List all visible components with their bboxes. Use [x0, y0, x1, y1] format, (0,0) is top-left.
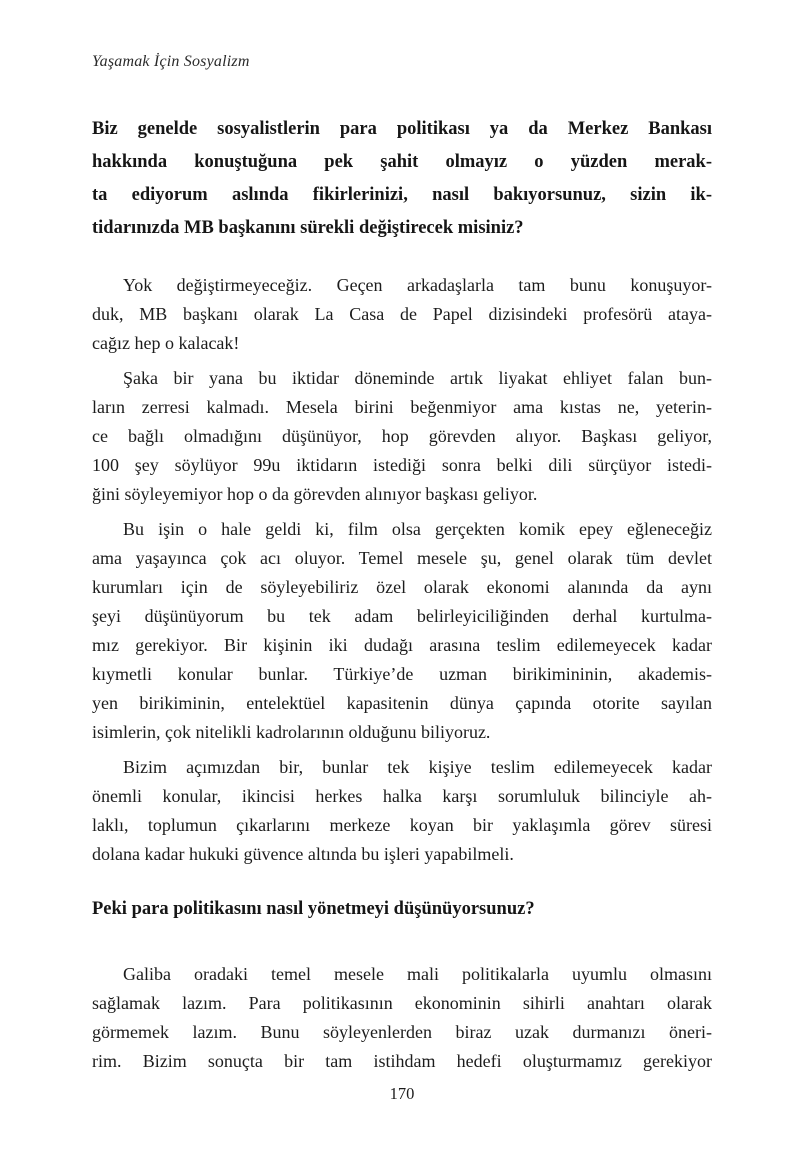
text-line: şeyi düşünüyorum bu tek adam belirleyiciliğinden derhal kurtulma- — [92, 606, 712, 626]
text-line: 100 şey söylüyor 99u iktidarın istediği sonra belki dili sürçüyor istedi- — [92, 455, 712, 475]
text-line: ğini söyleyemiyor hop o da görevden alınıyor başkası geliyor. — [92, 484, 538, 504]
text-line: Biz genelde sosyalistlerin para politikası ya da Merkez Bankası — [92, 119, 712, 139]
text-column — [92, 113, 712, 1076]
text-line: ların zerresi kalmadı. Mesela birini beğenmiyor ama kıstas ne, yeterin- — [92, 397, 712, 417]
body-paragraph — [92, 960, 712, 1076]
text-line: cağız hep o kalacak! — [92, 333, 240, 353]
text-line: ce bağlı olmadığını düşünüyor, hop görevden alıyor. Başkası geliyor, — [92, 426, 712, 446]
text-line: isimlerin, çok nitelikli kadrolarının olduğunu biliyoruz. — [92, 722, 491, 742]
text-line: duk, MB başkanı olarak La Casa de Papel dizisindeki profesörü ataya- — [92, 304, 712, 324]
text-line: dolana kadar hukuki güvence altında bu işleri yapabilmeli. — [92, 844, 514, 864]
page-number: 170 — [389, 1084, 415, 1103]
interview-question — [92, 893, 712, 926]
text-line: ta ediyorum aslında fikirlerinizi, nasıl bakıyorsunuz, sizin ik- — [92, 185, 712, 205]
text-line: önemli konular, ikincisi herkes halka karşı sorumluluk bilinciyle ah- — [92, 786, 712, 806]
text-line: Peki para politikasını nasıl yönetmeyi düşünüyorsunuz? — [92, 899, 535, 919]
text-line: laklı, toplumun çıkarlarını merkeze koyan bir yaklaşımla görev süresi — [92, 815, 712, 835]
text-line: Bu işin o hale geldi ki, film olsa gerçekten komik epey eğleneceğiz — [123, 519, 712, 539]
body-paragraph — [92, 753, 712, 869]
body-paragraph — [92, 271, 712, 358]
interview-question — [92, 113, 712, 245]
text-line: Şaka bir yana bu iktidar döneminde artık liyakat ehliyet falan bun- — [123, 368, 712, 388]
text-line: rim. Bizim sonuçta bir tam istihdam hedefi oluşturmamız gerekiyor — [92, 1051, 712, 1071]
text-line: sağlamak lazım. Para politikasının ekonominin sihirli anahtarı olarak — [92, 993, 712, 1013]
body-paragraph — [92, 515, 712, 747]
text-line: kurumları için de söyleyebiliriz özel olarak ekonomi alanında da aynı — [92, 577, 712, 597]
text-line: kıymetli konular bunlar. Türkiye’de uzman birikimininin, akademis- — [92, 664, 712, 684]
text-line: Yok değiştirmeyeceğiz. Geçen arkadaşlarla tam bunu konuşuyor- — [123, 275, 712, 295]
running-header: Yaşamak İçin Sosyalizm — [92, 53, 250, 70]
text-line: yen birikiminin, entelektüel kapasitenin dünya çapında otorite sayılan — [92, 693, 712, 713]
text-line: Bizim açımızdan bir, bunlar tek kişiye teslim edilemeyecek kadar — [123, 757, 712, 777]
text-line: mız gerekiyor. Bir kişinin iki dudağı arasına teslim edilemeyecek kadar — [92, 635, 712, 655]
text-line: hakkında konuştuğuna pek şahit olmayız o yüzden merak- — [92, 152, 712, 172]
body-paragraph — [92, 364, 712, 509]
text-line: görmemek lazım. Bunu söyleyenlerden biraz uzak durmanızı öneri- — [92, 1022, 712, 1042]
text-line: tidarınızda MB başkanını sürekli değiştirecek misiniz? — [92, 218, 524, 238]
text-line: ama yaşayınca çok acı oluyor. Temel mesele şu, genel olarak tüm devlet — [92, 548, 712, 568]
text-line: Galiba oradaki temel mesele mali politikalarla uyumlu olmasını — [123, 964, 712, 984]
